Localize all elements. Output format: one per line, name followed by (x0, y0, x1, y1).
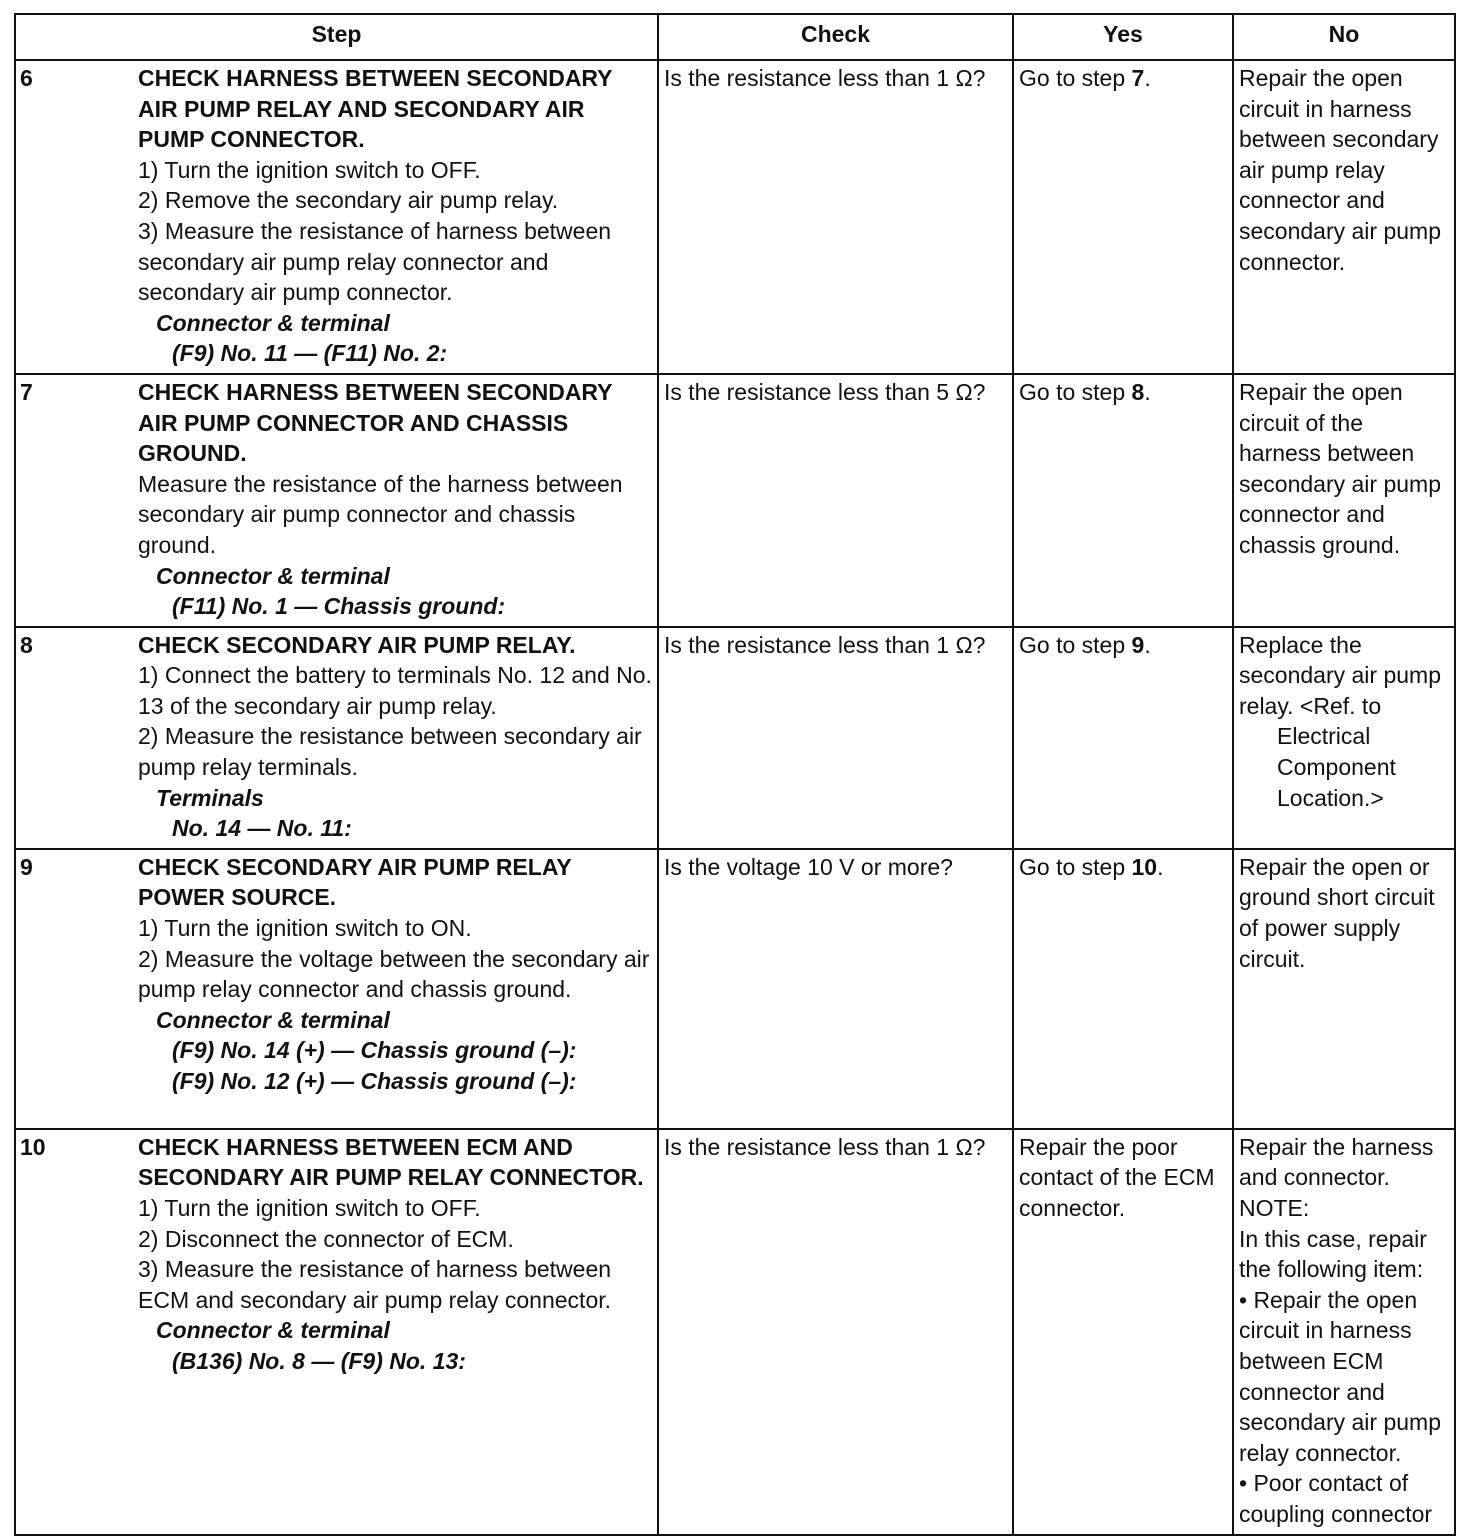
connector-heading: Connector & terminal (156, 1317, 390, 1344)
step-cell (15, 627, 658, 849)
note-item: • Poor contact of coupling connector (1239, 1470, 1433, 1527)
note-label: NOTE: (1239, 1195, 1310, 1222)
note-item: • Repair the open circuit in harness between ECM connector and secondary air pump relay connector. (1239, 1286, 1441, 1466)
yes-suffix: . (1144, 65, 1151, 91)
step-title: CHECK HARNESS BETWEEN SECONDARY AIR PUMP RELAY AND SECONDARY AIR PUMP CONNECTOR. (138, 65, 613, 153)
step-number: 8 (20, 631, 33, 658)
no-cell: Repair the open or ground short circuit of power supply circuit. (1233, 849, 1455, 1129)
connector-heading: Connector & terminal (156, 562, 390, 589)
connector-value: (F9) No. 11 — (F11) No. 2: (172, 340, 448, 367)
header-yes: Yes (1013, 14, 1233, 60)
header-check: Check (658, 14, 1013, 60)
step-number: 10 (20, 1133, 46, 1160)
yes-prefix: Go to step (1019, 378, 1132, 405)
header-step: Step (15, 14, 658, 60)
step-cell (15, 60, 658, 374)
yes-suffix: . (1144, 631, 1151, 658)
step-instruction: 3) Measure the resistance of harness between secondary air pump relay connector and secondary air pump connector. (138, 217, 612, 306)
yes-prefix: Go to step (1019, 631, 1132, 658)
step-instruction: 1) Turn the ignition switch to OFF. (138, 156, 481, 183)
no-text: Replace the secondary air pump relay. <Ref. to (1239, 631, 1441, 719)
no-text: Repair the harness and connector. (1239, 1133, 1434, 1191)
table-row (15, 849, 1455, 1129)
step-number: 6 (20, 65, 33, 91)
check-cell: Is the resistance less than 5 Ω? (658, 374, 1013, 627)
step-instruction: 1) Turn the ignition switch to OFF. (138, 1195, 481, 1222)
note-intro: In this case, repair the following item: (1239, 1225, 1427, 1283)
step-instruction: 2) Disconnect the connector of ECM. (138, 1225, 514, 1252)
yes-cell (1013, 374, 1233, 627)
step-instruction: 2) Measure the voltage between the secondary air pump relay connector and chassis ground. (138, 945, 650, 1003)
connector-value: (F11) No. 1 — Chassis ground: (172, 593, 506, 620)
step-instruction: 2) Remove the secondary air pump relay. (138, 187, 559, 214)
check-cell: Is the resistance less than 1 Ω? (658, 1129, 1013, 1535)
yes-cell (1013, 627, 1233, 849)
yes-step-link: 7 (1131, 65, 1145, 91)
step-instruction: 2) Measure the resistance between secondary air pump relay terminals. (138, 723, 642, 781)
connector-value: (F9) No. 14 (+) — Chassis ground (–): (172, 1037, 577, 1064)
yes-cell (1013, 60, 1233, 374)
connector-heading: Connector & terminal (156, 309, 390, 336)
connector-heading: Connector & terminal (156, 1006, 390, 1033)
connector-value: (B136) No. 8 — (F9) No. 13: (172, 1348, 466, 1374)
table-row (15, 374, 1455, 627)
step-title: CHECK HARNESS BETWEEN SECONDARY AIR PUMP CONNECTOR AND CHASSIS GROUND. (138, 378, 613, 467)
yes-step-link: 10 (1131, 853, 1158, 880)
no-cell (1233, 1129, 1455, 1535)
yes-prefix: Go to step (1019, 65, 1132, 91)
header-no: No (1233, 14, 1455, 60)
step-instruction: 1) Connect the battery to terminals No. 12 and No. 13 of the secondary air pump relay. (138, 662, 652, 719)
step-title: CHECK SECONDARY AIR PUMP RELAY POWER SOURCE. (138, 853, 572, 911)
check-cell: Is the voltage 10 V or more? (658, 849, 1013, 1129)
no-cell: Repair the open circuit in harness between secondary air pump relay connector and secondary air pump connector. (1233, 60, 1455, 374)
yes-suffix: . (1157, 853, 1164, 880)
step-instruction: Measure the resistance of the harness between secondary air pump connector and chassis ground. (138, 470, 623, 558)
no-cell (1233, 627, 1455, 849)
step-cell (15, 1129, 658, 1535)
step-number: 9 (20, 853, 33, 880)
table-row (15, 60, 1455, 374)
table-header-row (15, 14, 1455, 60)
diagnostic-table (14, 13, 1456, 1536)
yes-cell (1013, 849, 1233, 1129)
table-row (15, 627, 1455, 849)
yes-prefix: Go to step (1019, 853, 1132, 880)
check-cell: Is the resistance less than 1 Ω? (658, 627, 1013, 849)
reference-text: Electrical Component Location.> (1277, 723, 1396, 811)
no-cell: Repair the open circuit of the harness between secondary air pump connector and chassis ground. (1233, 374, 1455, 627)
table-row (15, 1129, 1455, 1535)
connector-value: (F9) No. 12 (+) — Chassis ground (–): (172, 1068, 577, 1094)
step-instruction: 3) Measure the resistance of harness between ECM and secondary air pump relay connector. (138, 1256, 612, 1313)
step-title: CHECK HARNESS BETWEEN ECM AND SECONDARY AIR PUMP RELAY CONNECTOR. (138, 1133, 644, 1191)
yes-cell: Repair the poor contact of the ECM connector. (1013, 1129, 1233, 1535)
check-cell: Is the resistance less than 1 Ω? (658, 60, 1013, 374)
step-cell (15, 374, 658, 627)
step-number: 7 (20, 378, 33, 405)
yes-suffix: . (1144, 378, 1151, 405)
terminals-heading: Terminals (156, 784, 264, 811)
document-page (14, 13, 1454, 1536)
step-instruction: 1) Turn the ignition switch to ON. (138, 915, 472, 942)
terminals-value: No. 14 — No. 11: (172, 815, 352, 842)
yes-step-link: 8 (1131, 378, 1145, 405)
step-cell (15, 849, 658, 1129)
yes-step-link: 9 (1131, 631, 1145, 658)
step-title: CHECK SECONDARY AIR PUMP RELAY. (138, 631, 576, 658)
